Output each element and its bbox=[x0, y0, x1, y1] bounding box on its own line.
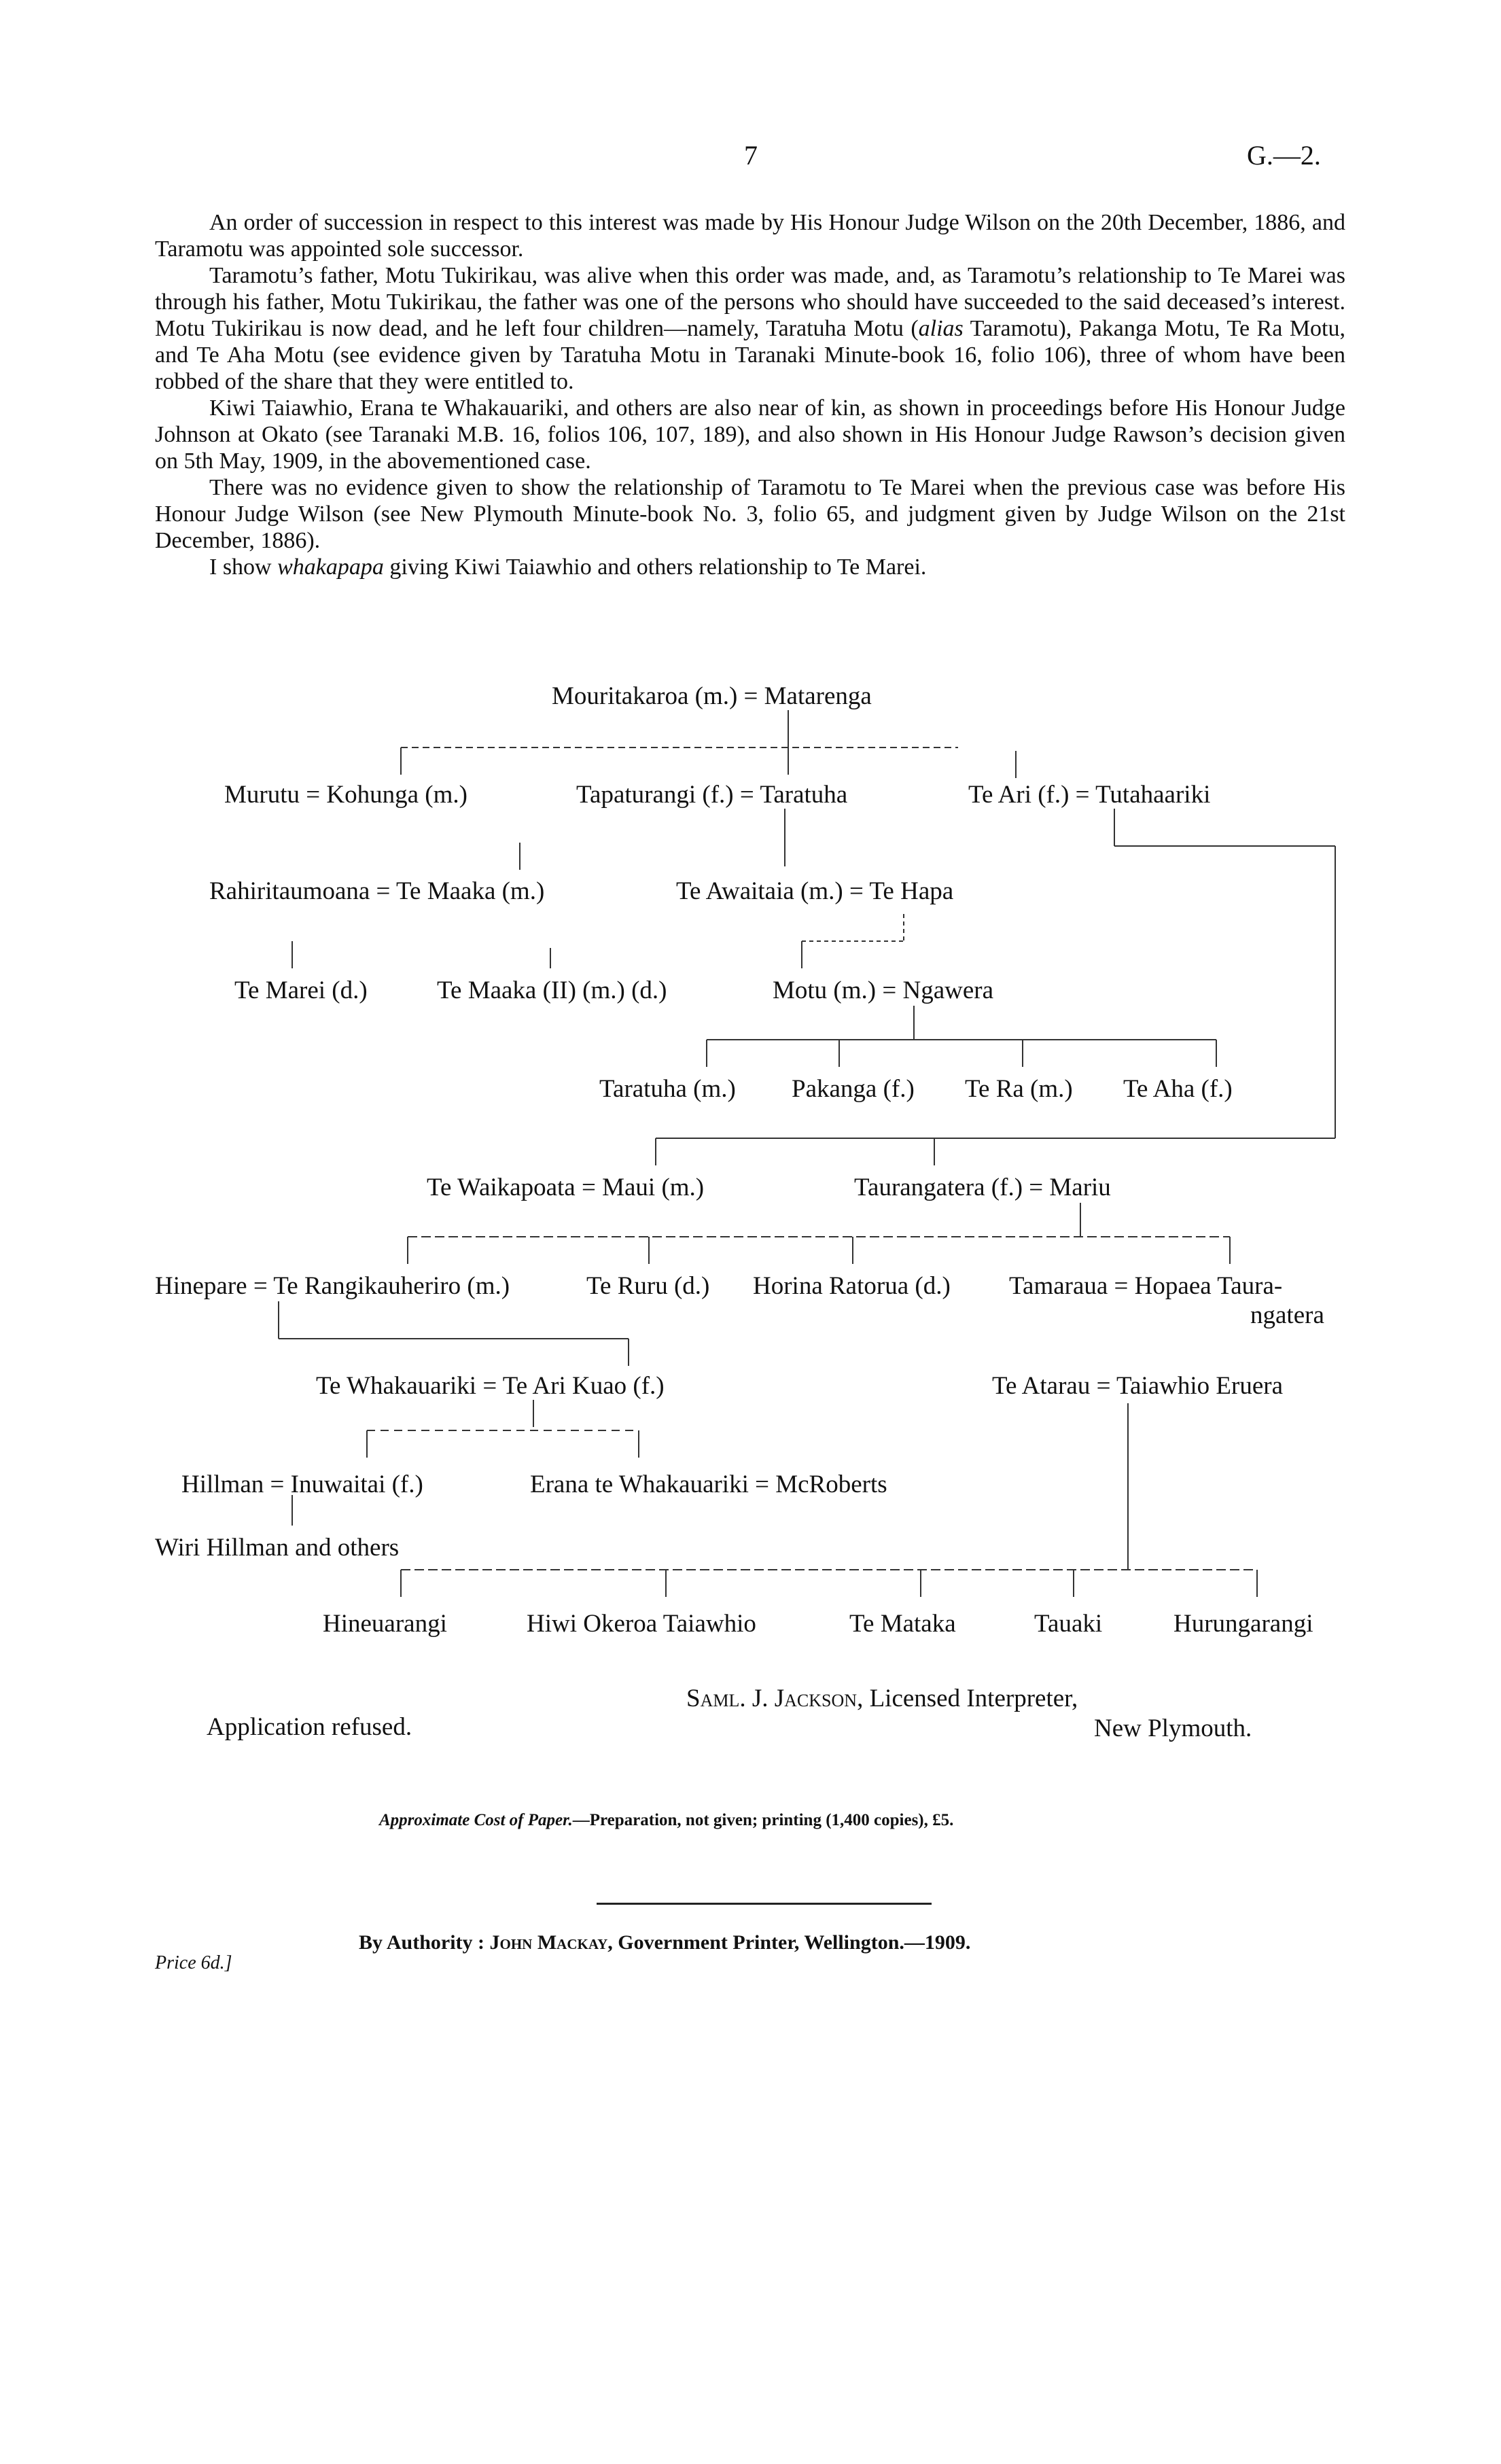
paragraph-2-text-end: Taramotu), Pakanga Motu, Te Ra Motu, and Te Aha Motu (see evidence given by Taratuha Motu in Taranaki Minute-book 16, folio 106), three of whom have been robbed of the share that they were entitled to. bbox=[155, 316, 1345, 394]
signatory-name: Saml. J. Jackson bbox=[686, 1685, 858, 1712]
tree-person: Horina Ratorua (d.) bbox=[753, 1272, 951, 1300]
tree-person: Hinepare = Te Rangikauheriro (m.) bbox=[155, 1272, 510, 1300]
tree-person: Hiwi Okeroa Taiawhio bbox=[527, 1610, 756, 1638]
decision-text: Application refused. bbox=[207, 1713, 412, 1741]
paragraph-5-text: I show bbox=[209, 555, 278, 580]
signatory-place: New Plymouth. bbox=[1094, 1714, 1252, 1742]
document-reference: G.—2. bbox=[1247, 140, 1321, 171]
signature-line bbox=[686, 1684, 1252, 1714]
tree-person: Hineuarangi bbox=[323, 1610, 447, 1638]
tree-person: Te Waikapoata = Maui (m.) bbox=[427, 1174, 705, 1201]
tree-person: Wiri Hillman and others bbox=[155, 1534, 400, 1562]
paragraph-2-text: Taramotu’s father, Motu Tukirikau, was alive when this order was made, and, as Taramotu’s relationship to Te Marei was through his father, Motu Tukirikau, the father was one of the persons who should have succeeded to the said deceased’s interest. Motu Tukirikau is now dead, and he left four children—namely, Taratuha Motu ( bbox=[155, 263, 1345, 341]
tree-person: Motu (m.) = Ngawera bbox=[773, 976, 993, 1004]
tree-person: Te Ruru (d.) bbox=[586, 1272, 710, 1300]
tree-person: Hurungarangi bbox=[1173, 1610, 1313, 1638]
authority-line bbox=[359, 1931, 970, 1954]
tree-person: Tauaki bbox=[1034, 1610, 1103, 1638]
tree-person: Te Marei (d.) bbox=[234, 976, 368, 1004]
tree-person: Rahiritaumoana = Te Maaka (m.) bbox=[209, 877, 545, 905]
tree-person: Murutu = Kohunga (m.) bbox=[224, 781, 467, 809]
tree-person: Te Atarau = Taiawhio Eruera bbox=[992, 1372, 1283, 1400]
paragraph-1: An order of succession in respect to this interest was made by His Honour Judge Wilson on the 20th December, 1886, and Taramotu was appointed sole successor. bbox=[155, 210, 1345, 262]
signatory-title: , Licensed Interpreter, bbox=[857, 1685, 1078, 1712]
tree-person: Mouritakaroa (m.) = Matarenga bbox=[552, 682, 872, 710]
cost-label: Approximate Cost of Paper. bbox=[379, 1811, 573, 1829]
alias-term: alias bbox=[918, 316, 964, 341]
tree-person: Tapaturangi (f.) = Taratuha bbox=[576, 781, 848, 809]
tree-person: Te Awaitaia (m.) = Te Hapa bbox=[676, 877, 954, 905]
paragraph-4: There was no evidence given to show the relationship of Taramotu to Te Marei when the previous case was before His Honour Judge Wilson (see New Plymouth Minute-book No. 3, folio 65, and judgment given by Judge Wilson on the 21st December, 1886). bbox=[155, 475, 1345, 553]
paragraph-3: Kiwi Taiawhio, Erana te Whakauariki, and others are also near of kin, as shown in proceedings before His Honour Judge Johnson at Okato (see Taranaki M.B. 16, folios 106, 107, 189), and also shown in His Honour Judge Rawson’s decision given on 5th May, 1909, in the abovementioned case. bbox=[155, 395, 1345, 474]
tree-person: Te Ari (f.) = Tutahaariki bbox=[968, 781, 1211, 809]
tree-person: Hillman = Inuwaitai (f.) bbox=[181, 1471, 423, 1498]
printer-name: John Mackay bbox=[489, 1931, 608, 1954]
tree-person: Taratuha (m.) bbox=[599, 1075, 736, 1103]
page-number: 7 bbox=[744, 140, 758, 171]
tree-person: Te Whakauariki = Te Ari Kuao (f.) bbox=[316, 1372, 665, 1400]
tree-person: Taurangatera (f.) = Mariu bbox=[854, 1174, 1111, 1201]
tree-person: Te Ra (m.) bbox=[965, 1075, 1073, 1103]
tree-person: Te Aha (f.) bbox=[1123, 1075, 1233, 1103]
divider-rule bbox=[597, 1903, 932, 1905]
authority-suffix: , Government Printer, Wellington.—1909. bbox=[607, 1931, 971, 1954]
cost-text: —Preparation, not given; printing (1,400 copies), £5. bbox=[572, 1811, 954, 1829]
cost-note bbox=[379, 1811, 953, 1830]
authority-prefix: By Authority : bbox=[359, 1931, 490, 1954]
tree-person: Tamaraua = Hopaea Taura- bbox=[1009, 1272, 1283, 1300]
tree-person: Pakanga (f.) bbox=[792, 1075, 915, 1103]
tree-person: Erana te Whakauariki = McRoberts bbox=[530, 1471, 887, 1498]
tree-person: Te Maaka (II) (m.) (d.) bbox=[437, 976, 667, 1004]
price-note: Price 6d.] bbox=[155, 1952, 232, 1973]
tree-person: ngatera bbox=[1250, 1301, 1324, 1329]
tree-person: Te Mataka bbox=[849, 1610, 956, 1638]
signature-block bbox=[686, 1684, 1252, 1744]
paragraph-5-text-end: giving Kiwi Taiawhio and others relationship to Te Marei. bbox=[383, 555, 927, 580]
whakapapa-term: whakapapa bbox=[277, 555, 384, 580]
